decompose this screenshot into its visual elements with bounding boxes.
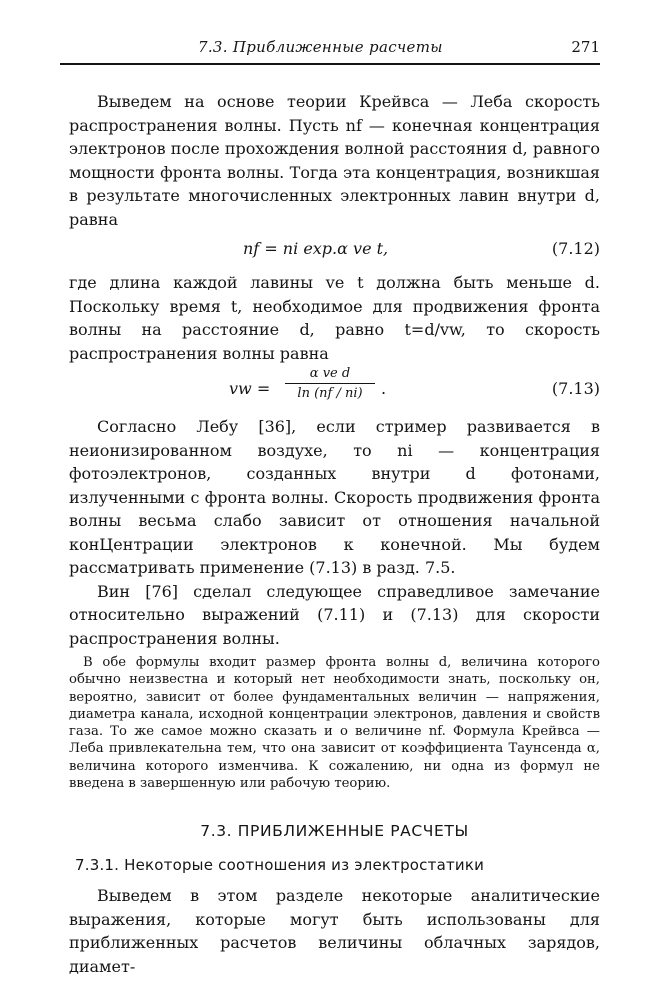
equation-7-13 [69,365,600,415]
section-heading: 7.3. ПРИБЛИЖЕННЫЕ РАСЧЕТЫ [200,822,469,841]
equation-7-12-number: (7.12) [551,239,600,258]
equation-7-13-number: (7.13) [551,379,600,398]
paragraph-leb: Согласно Лебу [36], если стример развивается в неионизированном воздухе, то ni — концентрация фотоэлектронов, созданных внутри d фотонами, излученными с фронта волны. Скорость продвижения фронта волны весьма слабо зависит от отношения начальной конЦентрации электронов к конечной. Мы будем рассматривать применение (7.13) в разд. 7.5. [69,417,600,577]
equation-7-13-denominator: ln (nf / ni) [297,386,363,401]
header-rule [60,63,600,65]
equation-7-13-lhs: vw = [229,379,271,398]
paragraph-win: Вин [76] сделал следующее справедливое замечание относительно выражений (7.11) и (7.13) для скорости распространения волны. [69,581,600,648]
small-print-note [69,654,600,792]
equation-7-13-fraction [285,366,375,401]
equation-7-12-expression: nf = ni exp.α ve t, [243,239,389,258]
paragraph-avalanche: где длина каждой лавины ve t должна быть меньше d. Поскольку время t, необходимое для продвижения фронта волны на расстояние d, равно t=d/vw, то скорость распространения волны равна [69,273,600,363]
page-number: 271 [571,38,600,56]
equation-7-13-period: . [381,379,387,398]
paragraph-derivation: Выведем на основе теории Крейвса — Леба скорость распространения волны. Пусть nf — конечная концентрация электронов после прохождения волной расстояния d, равного мощности фронта волны. Тогда эта концентрация, возникшая в результате многочисленных электронных лавин внутри d, равна [69,92,600,229]
subsection-heading: 7.3.1. Некоторые соотношения из электростатики [75,856,485,875]
running-head-title: 7.3. Приближенные расчеты [198,38,443,56]
equation-7-12 [69,231,600,271]
running-head [60,38,600,62]
note-text: В обе формулы входит размер фронта волны d, величина которого обычно неизвестна и который нет необходимости знать, поскольку он, вероятно, зависит от более фундаментальных величин — напряжения, диаметра канала, исходной концентрации электронов, давления и свойств газа. То же самое можно сказать и о величине nf. Формула Крейвса — Леба привлекательна тем, что она зависит от коэффициента Таунсенда α, величина которого изменчива. К сожалению, ни одна из формул не введена в завершенную или рабочую теорию. [69,655,600,792]
paragraph-section-opening: Выведем в этом разделе некоторые аналитические выражения, которые могут быть использованы для приближенных расчетов величины облачных зарядов, диамет- [69,886,600,976]
text-body [69,90,600,978]
equation-7-13-numerator: α ve d [285,366,375,384]
